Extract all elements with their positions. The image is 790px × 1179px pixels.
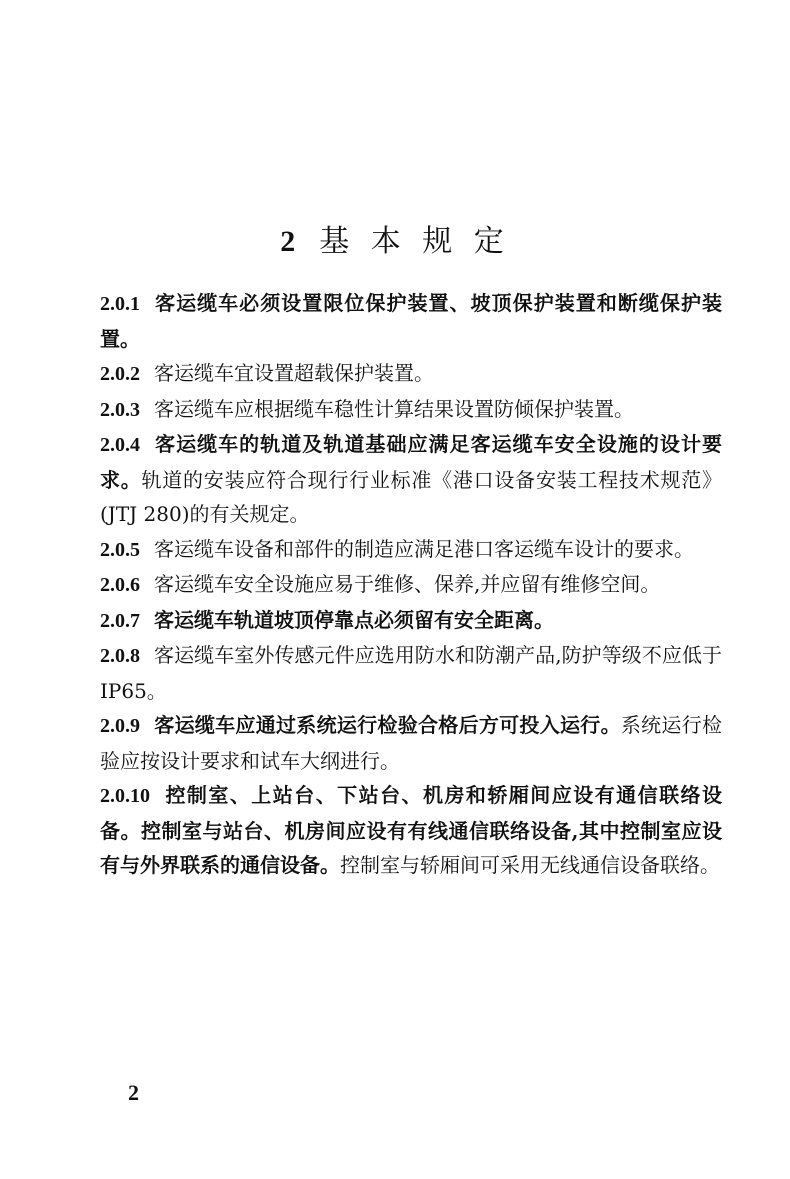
- clause-text: 控制室、上站台、下站台、机房和轿厢间应设有通信联络设备。控制室与站台、机房间应设有有线通信联络设备,其中控制室应设有与外界联系的通信设备。: [100, 783, 722, 877]
- clause-number: 2.0.1: [100, 293, 140, 315]
- clause-2-0-3: [100, 392, 722, 428]
- clause-text: 客运缆车室外传感元件应选用防水和防潮产品,防护等级不应低于 IP65。: [100, 643, 722, 703]
- clause-2-0-7: [100, 603, 722, 639]
- clause-text: 客运缆车应根据缆车稳性计算结果设置防倾保护装置。: [154, 396, 634, 421]
- clause-text: 客运缆车轨道坡顶停靠点必须留有安全距离。: [154, 607, 554, 632]
- clause-2-0-6: [100, 567, 722, 603]
- clause-2-0-1: [100, 286, 722, 356]
- clause-number: 2.0.7: [100, 609, 140, 632]
- clause-text-continued: 轨道的安装应符合现行行业标准《港口设备安装工程技术规范》(JTJ 280)的有关规定。: [100, 467, 723, 526]
- clause-2-0-9: [100, 708, 722, 778]
- clause-number: 2.0.8: [100, 645, 140, 667]
- clause-number: 2.0.3: [100, 398, 140, 421]
- clause-number: 2.0.2: [100, 363, 140, 385]
- clause-text-continued: 系统运行检验应按设计要求和试车大纲进行。: [100, 713, 723, 773]
- clause-text: 客运缆车的轨道及轨道基础应满足客运缆车安全设施的设计要求。: [100, 432, 722, 492]
- page-number: 2: [128, 1080, 139, 1105]
- clause-number: 2.0.10: [100, 785, 150, 807]
- clause-text: 客运缆车设备和部件的制造应满足港口客运缆车设计的要求。: [154, 536, 694, 561]
- clause-text-continued: 控制室与轿厢间可采用无线通信设备联络。: [340, 853, 720, 877]
- clause-text: 客运缆车安全设施应易于维修、保养,并应留有维修空间。: [154, 572, 661, 596]
- clause-2-0-5: [100, 532, 722, 568]
- clause-text: 客运缆车应通过系统运行检验合格后方可投入运行。: [154, 713, 621, 737]
- clause-number: 2.0.9: [100, 715, 140, 737]
- clause-2-0-10: [100, 778, 722, 883]
- chapter-title: [0, 218, 790, 266]
- chapter-title-text: 基 本 规 定: [319, 224, 510, 259]
- clause-2-0-8: [100, 638, 722, 708]
- chapter-number: 2: [280, 225, 302, 258]
- clause-number: 2.0.5: [100, 538, 140, 561]
- clause-list: [100, 286, 722, 883]
- clause-2-0-2: [100, 356, 722, 392]
- clause-text: 客运缆车必须设置限位保护装置、坡顶保护装置和断缆保护装置。: [100, 291, 722, 351]
- clause-2-0-4: [100, 427, 722, 532]
- clause-text: 客运缆车宜设置超载保护装置。: [154, 361, 434, 385]
- clause-number: 2.0.6: [100, 574, 140, 596]
- clause-number: 2.0.4: [100, 434, 140, 456]
